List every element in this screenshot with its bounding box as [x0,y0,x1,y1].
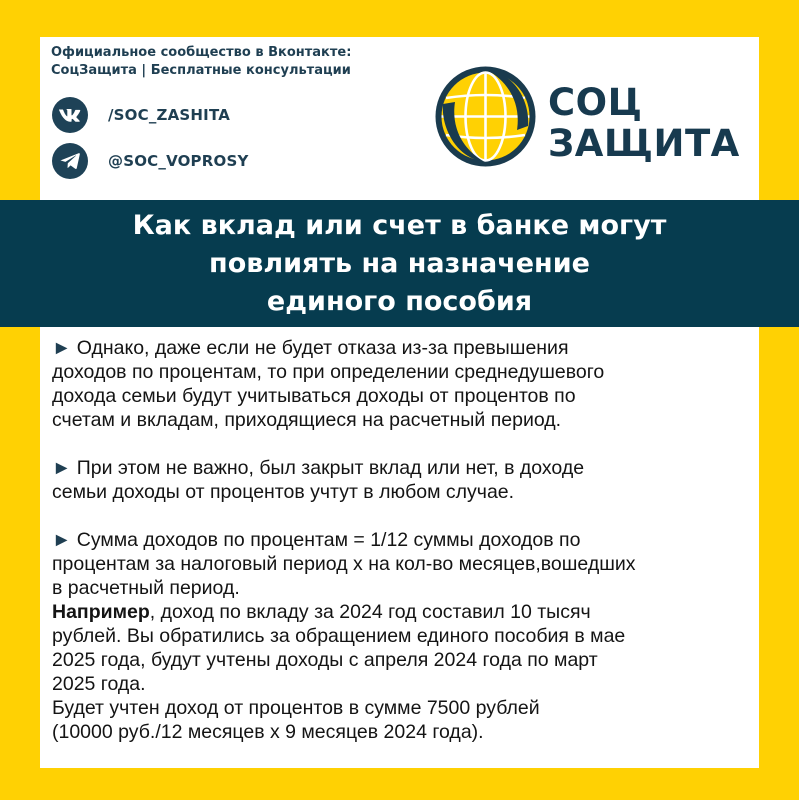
brand-name [548,82,740,164]
title-line-2: повлиять на назначение [209,247,590,279]
paragraph-2: ► При этом не важно, был закрыт вклад или нет, в доходе семьи доходы от процентов учтут в любом случае. [52,457,585,503]
vk-icon [52,97,88,133]
community-line-2: СоцЗащита | Бесплатные консультации [51,63,351,78]
example-paragraph: Например, доход по вкладу за 2024 год составил 10 тысяч рублей. Вы обратились за обращением единого пособия в мае 2025 года, будут учтены доходы с апреля 2024 года по март 2025 года. Будет учтен доход от процентов в сумме 7500 рублей (10000 руб./12 месяцев х 9 месяцев 2024 года). [52,601,626,743]
title-line-3: единого пособия [266,285,533,317]
globe-logo-icon [433,64,538,169]
telegram-link[interactable] [52,143,249,179]
telegram-handle: @SOC_VOPROSY [108,152,249,170]
title-banner [0,200,799,327]
bullet-arrow-icon: ► [52,337,72,359]
bullet-arrow-icon: ► [52,529,72,551]
article-body [52,336,757,744]
paragraph-3: ► Сумма доходов по процентам = 1/12 суммы доходов по процентам за налоговый период х на кол-во месяцев,вошедших в расчетный период. [52,529,636,599]
brand-line-2: ЗАЩИТА [548,122,740,165]
title-line-1: Как вклад или счет в банке могут [132,209,667,241]
paragraph-1: ► Однако, даже если не будет отказа из-за превышения доходов по процентам, то при определении среднедушевого дохода семьи будут учитываться доходы от процентов по счетам и вкладам, приходящиеся на расчетный период. [52,337,605,431]
example-label: Например [52,601,150,623]
brand-line-1: СОЦ [548,81,643,124]
page-title [40,207,760,321]
community-info [51,44,351,80]
telegram-icon [52,143,88,179]
bullet-arrow-icon: ► [52,457,72,479]
vk-handle: /SOC_ZASHITA [108,106,231,124]
vk-link[interactable] [52,97,230,133]
community-line-1: Официальное сообщество в Вконтакте: [51,45,352,60]
